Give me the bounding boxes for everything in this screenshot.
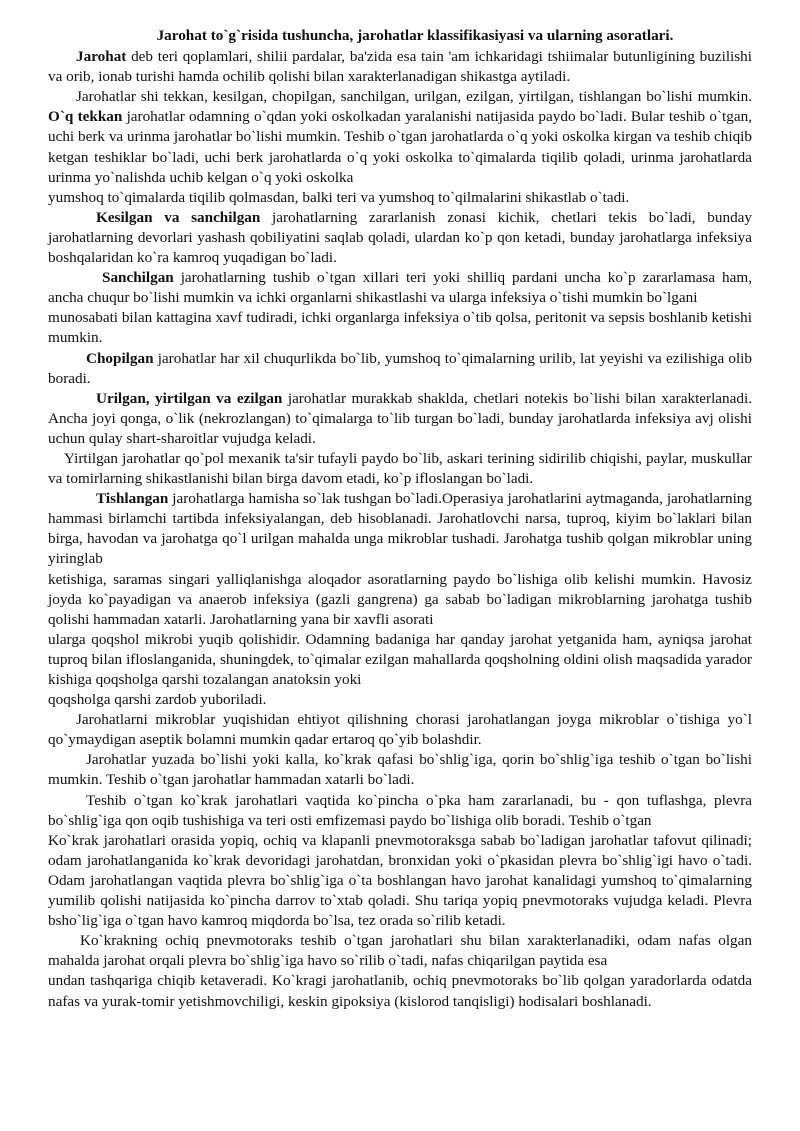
paragraph-text: deb teri qoplamlari, shilii pardalar, ba'zida esa tain 'am ichkaridagi tshiimalar butunligining buzilishi va orib, ionab turishi hamda ochilib qolishi bilan xarakterlanadigan shikastga aytiladi. [48,48,752,86]
paragraph-text: jarohatlarga hamisha so`lak tushgan bo`ladi.Operasiya jarohatlarini aytmaganda, jarohatlarning hammasi birlamchi tartibda infeksiyalangan, deb hisoblanadi. Jarohatlovchi narsa, tuproq, kiyim bo`laklari bilan birga, havodan va jarohatga qo`l urilgan mahalda unga mikroblar tushadi. Jarohatga tushib qolgan mikroblar uning yiringlab [48,490,752,568]
paragraph-text: jarohatlar murakkab shaklda, chetlari notekis bo`lishi bilan xarakterlanadi. Ancha joyi qonga, o`lik (nekrozlangan) to`qimalarga to`lib turgan bo`ladi, bunday jarohatlarda infeksiya avj olishi uchun qulay shart-sharoitlar vujudga keladi. [48,389,752,447]
term-urilgan: Urilgan, yirtilgan va ezilgan [96,389,283,407]
paragraph [48,489,752,569]
term-tishlangan: Tishlangan [96,490,169,508]
term-oq-tekkan: O`q tekkan [48,108,123,126]
paragraph: Jarohatlar yuzada bo`lishi yoki kalla, ko`krak qafasi bo`shlig`iga, qorin bo`shlig`iga teshib o`tgan bo`lishi mumkin. Teshib o`tgan jarohatlar hammadan xatarli bo`ladi. [48,751,752,789]
paragraph: ularga qoqshol mikrobi yuqib qolishidir. Odamning badaniga har qanday jarohat yetganida ham, ayniqsa jarohat tuproq bilan ifloslanganida, shuningdek, to`qimalar ezilgan mahallarda qoqsholning oldini olish maqsadida yarador kishiga qoqsholga qarshi tozalangan anatoksin yoki [48,630,752,688]
paragraph-text: jarohatlar har xil chuqurlikda bo`lib, yumshoq to`qimalarning urilib, lat yeyishi va ezilishiga olib boradi. [48,349,752,387]
paragraph: Jarohatlarni mikroblar yuqishidan ehtiyot qilishning chorasi jarohatlangan joyga mikroblar o`tishiga yo`l qo`ymaydigan aseptik bolamni mumkin qadar ertaroq qo`yib bolashdir. [48,711,752,749]
document-title: Jarohat to`g`risida tushuncha, jarohatlar klassifikasiyasi va ularning asoratlari. [156,27,674,44]
term-kesilgan-sanchilgan: Kesilgan va sanchilgan [96,208,261,226]
paragraph [48,349,752,389]
paragraph: Teshib o`tgan ko`krak jarohatlari vaqtida ko`pincha o`pka ham zararlanadi, bu - qon tuflashga, plevra bo`shlig`iga qon oqib tushishiga va teri osti emfizemasi paydo bo`lishiga olib boradi. Teshib o`tgan [48,791,752,829]
term-sanchilgan: Sanchilgan [102,269,174,287]
paragraph-text: Jarohatlar shi tekkan, kesilgan, chopilgan, sanchilgan, urilgan, ezilgan, yirtilgan, tishlangan bo`lishi mumkin. [76,88,752,106]
paragraph [48,47,752,87]
paragraph [48,87,752,187]
paragraph [48,268,752,308]
paragraph: Ko`krak jarohatlari orasida yopiq, ochiq va klapanli pnevmotoraksga sabab bo`ladigan jarohatlar tafovut qilinadi; odam jarohatlanganida ko`krak devoridagi jarohatdan, bronxidan yoki o`pkasidan plevra bo`shlig`igi havo o`tadi. Odam jarohatlangan vaqtida plevra bo`shlig`iga o`ta boshlangan havo jarohat kanalidagi yumshoq to`qimalarning yumilib qolishi natijasida ko`pincha darrov to`xtab qoladi. Shu tariqa yopiq pnevmotoraks vujudga keladi. Plevra bsho`lig`iga o`tgan havo kamroq miqdorda bo`lsa, tez orada so`rilib ketadi. [48,831,752,930]
paragraph: Ko`krakning ochiq pnevmotoraks teshib o`tgan jarohatlari shu bilan xarakterlanadiki, odam nafas olgan mahalda jarohat orqali plevra bo`shlig`iga havo so`rilib o`tadi, nafas chiqarilgan paytida esa [48,932,752,970]
term-chopilgan: Chopilgan [86,349,154,367]
paragraph: yumshoq to`qimalarda tiqilib qolmasdan, balki teri va yumshoq to`qilmalarini shikastlab o`tadi. [48,188,630,206]
paragraph: qoqsholga qarshi zardob yuboriladi. [48,691,267,709]
paragraph: munosabati bilan kattagina xavf tudiradi, ichki organlarga infeksiya o`tib qolsa, peritonit va sepsis boshlanib ketishi mumkin. [48,309,752,347]
paragraph: Yirtilgan jarohatlar qo`pol mexanik ta'sir tufayli paydo bo`lib, askari terining sidirilib chiqishi, paylar, muskullar va tomirlarning shikastlanishi bilan birga davom etadi, ko`p ifloslangan bo`ladi. [48,449,752,488]
paragraph-text: jarohatlarning zararlanish zonasi kichik, chetlari tekis bo`ladi, bunday jarohatlarning devorlari yashash qobiliyatini saqlab qoladi, ulardan ko`p qon ketadi, bunday jarohatlarga infeksiya boshqalaridan ko`ra kamroq yuqadigan bo`ladi. [48,208,752,267]
paragraph [48,208,752,268]
paragraph-text: jarohatlar odamning o`qdan yoki oskolkadan yaralanishi natijasida paydo bo`ladi. Bular teshib o`tgan, uchi berk va urinma jarohatlar bo`lishi mumkin. Teshib o`tgan jarohatlarda o`q yoki oskolka kirgan va teshib chiqib ketgan teshiklar bo`ladi, uchi berk jarohatlarda o`q yoki oskolka to`qimalarda tiqilib qoladi, urinma jarohatlarda urinma yo`nalishda uchib kelgan o`q yoki oskolka [48,108,752,186]
paragraph: ketishiga, saramas singari yalliqlanishga aloqador asoratlarning paydo bo`lishiga olib kelishi mumkin. Havosiz joyda ko`payadigan va anaerob infeksiya (gazli gangrena) ga sabab bo`ladigan mikroblarning jarohatga tushib qolishi hammadan xatarli. Jarohatlarning yana bir xavfli asorati [48,570,752,628]
paragraph [48,389,752,449]
document-page [48,26,752,1012]
term-jarohat: Jarohat [76,48,127,66]
paragraph-text: jarohatlarning tushib o`tgan xillari teri yoki shilliq pardani uncha ko`p zararlamasa ham, ancha chuqur bo`lishi mumkin va ichki organlarni shikastlashi va ularga infeksiya o`tishi mumkin bo`lgani [48,269,752,307]
paragraph: undan tashqariga chiqib ketaveradi. Ko`kragi jarohatlanib, ochiq pnevmotoraks bo`lib qolgan yaradorlarda odatda nafas va yurak-tomir yetishmovchiligi, keskin gipoksiya (kislorod tanqisligi) hodisalari boshlanadi. [48,972,752,1010]
